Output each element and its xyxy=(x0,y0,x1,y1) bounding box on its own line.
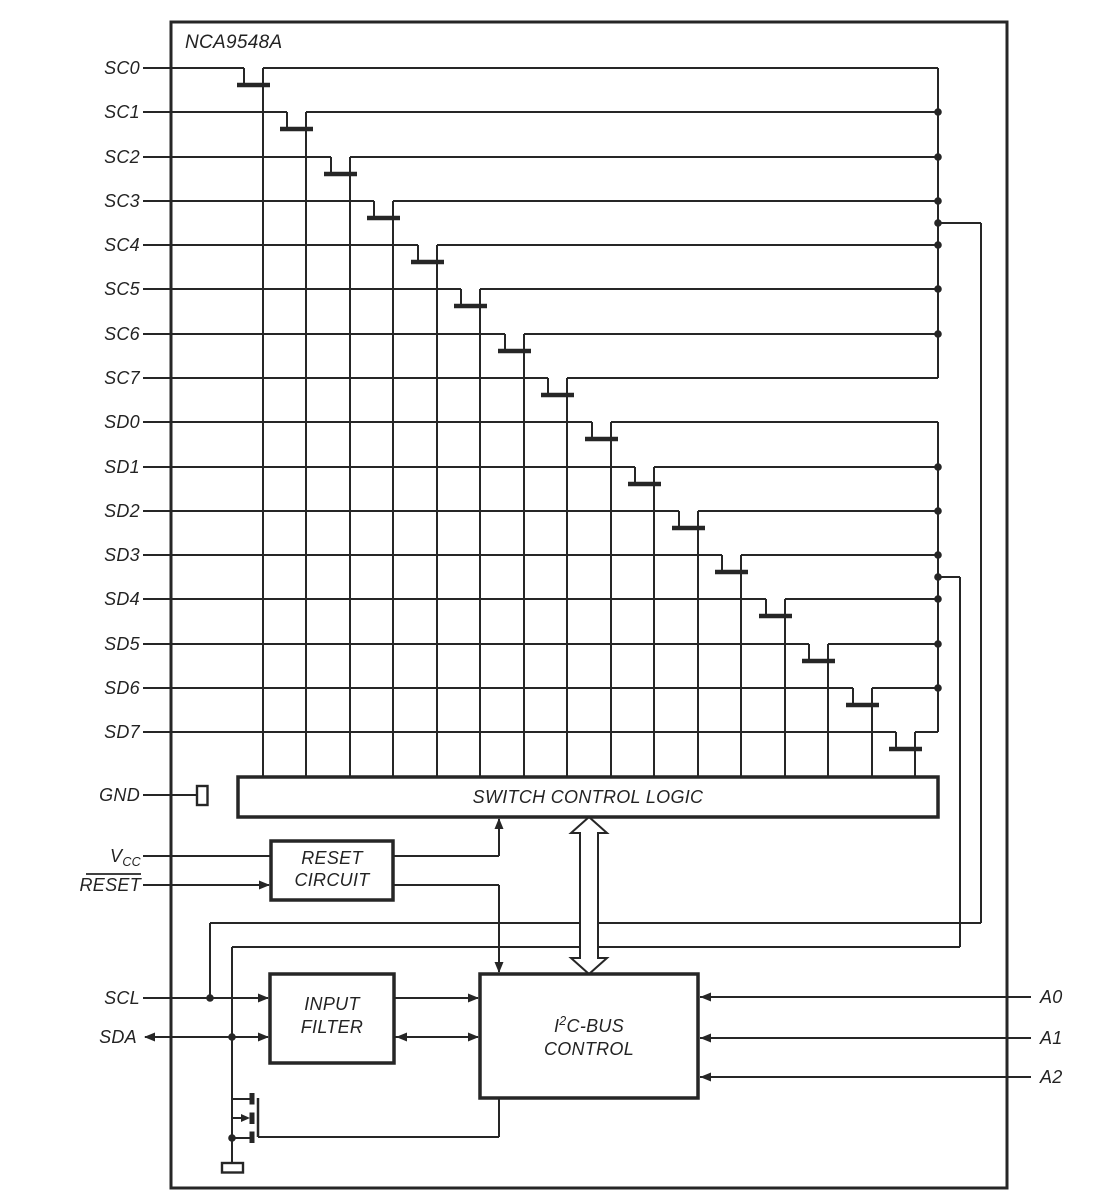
pin-label-sc1: SC1 xyxy=(104,102,140,122)
substrate-pad-symbol xyxy=(222,1163,243,1173)
sd-bus-junction-2 xyxy=(934,507,942,515)
scl-branch-junction xyxy=(934,219,942,227)
reset-circuit-label-line1: RESET xyxy=(301,848,363,868)
sc-bus-junction-2 xyxy=(934,153,942,161)
sd-bus-junction-3 xyxy=(934,551,942,559)
pin-label-scl: SCL xyxy=(104,988,140,1008)
sd-bus-junction-1 xyxy=(934,463,942,471)
sc-bus-junction-4 xyxy=(934,241,942,249)
pin-label-sc7: SC7 xyxy=(104,368,140,388)
pin-label-gnd: GND xyxy=(99,785,140,805)
sd-bus-junction-4 xyxy=(934,595,942,603)
pin-label-sd4: SD4 xyxy=(104,589,140,609)
pin-label-sc2: SC2 xyxy=(104,147,140,167)
reset-circuit-label-line2: CIRCUIT xyxy=(294,870,370,890)
pin-label-sd5: SD5 xyxy=(104,634,140,654)
pin-label-sd2: SD2 xyxy=(104,501,140,521)
sc-bus-junction-1 xyxy=(934,108,942,116)
input-filter-label-line2: FILTER xyxy=(300,1017,364,1037)
sda-branch-junction xyxy=(934,573,942,581)
pin-label-sda: SDA xyxy=(99,1027,137,1047)
pin-label-sc6: SC6 xyxy=(104,324,140,344)
switch-control-logic-label: SWITCH CONTROL LOGIC xyxy=(472,787,704,807)
chip-title: NCA9548A xyxy=(185,32,283,53)
pin-label-sd0: SD0 xyxy=(104,412,140,432)
pulldown-source-junction xyxy=(228,1134,236,1142)
pin-label-sd6: SD6 xyxy=(104,678,140,698)
gnd-pad-symbol xyxy=(197,786,208,805)
i2c-bus-control-label-line2: CONTROL xyxy=(543,1039,635,1059)
i2c-rest: C-BUS xyxy=(566,1016,625,1036)
sd-bus-junction-6 xyxy=(934,684,942,692)
pin-label-reset: RESET xyxy=(79,875,141,895)
sc-bus-junction-6 xyxy=(934,330,942,338)
i2c-i: I xyxy=(553,1016,560,1036)
pin-label-a2: A2 xyxy=(1040,1067,1063,1087)
input-filter-label-line1: INPUT xyxy=(304,994,360,1014)
sc-bus-junction-3 xyxy=(934,197,942,205)
pin-label-vcc xyxy=(110,846,142,869)
sda-pin-junction xyxy=(228,1033,236,1041)
pin-label-sc4: SC4 xyxy=(104,235,140,255)
scl-pin-junction xyxy=(206,994,214,1002)
pin-label-sc3: SC3 xyxy=(104,191,140,211)
sd-bus-junction-5 xyxy=(934,640,942,648)
pin-label-sd7: SD7 xyxy=(104,722,140,742)
i2c-superscript: 2 xyxy=(559,1014,567,1028)
pin-label-sc5: SC5 xyxy=(104,279,140,299)
i2c-bus-control-box xyxy=(480,974,698,1098)
pin-label-a0: A0 xyxy=(1040,987,1063,1007)
vcc-subscript: CC xyxy=(122,855,141,869)
sc-bus-junction-5 xyxy=(934,285,942,293)
sda-out-arrow xyxy=(144,1033,155,1042)
pin-label-sd1: SD1 xyxy=(104,457,140,477)
pin-label-sd3: SD3 xyxy=(104,545,140,565)
pin-label-sc0: SC0 xyxy=(104,58,140,78)
pin-label-a1: A1 xyxy=(1040,1028,1063,1048)
vcc-main: V xyxy=(110,846,123,866)
